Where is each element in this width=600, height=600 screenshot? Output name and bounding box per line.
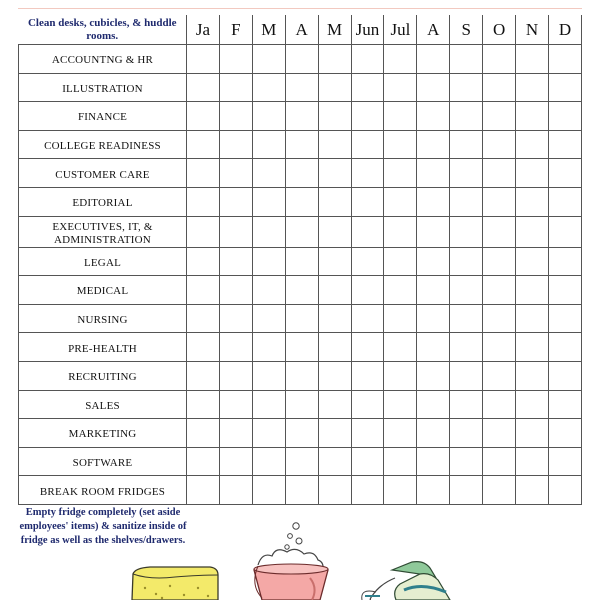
schedule-cell[interactable]	[483, 447, 516, 476]
schedule-cell[interactable]	[318, 476, 351, 505]
schedule-cell[interactable]	[417, 130, 450, 159]
schedule-cell[interactable]	[219, 476, 252, 505]
schedule-row	[19, 361, 582, 390]
schedule-cell[interactable]	[384, 447, 417, 476]
schedule-row	[19, 333, 582, 362]
schedule-cell[interactable]	[483, 102, 516, 131]
month-header: F	[219, 15, 252, 45]
schedule-cell[interactable]	[483, 476, 516, 505]
schedule-cell[interactable]	[483, 247, 516, 276]
schedule-row	[19, 45, 582, 74]
schedule-cell[interactable]	[384, 130, 417, 159]
schedule-cell[interactable]	[450, 102, 483, 131]
schedule-cell[interactable]	[252, 247, 285, 276]
schedule-cell[interactable]	[516, 45, 549, 74]
schedule-cell[interactable]	[548, 361, 581, 390]
schedule-cell[interactable]	[187, 73, 220, 102]
schedule-cell[interactable]	[450, 247, 483, 276]
department-label: ACCOUNTNG & HR	[19, 45, 187, 74]
schedule-cell[interactable]	[483, 390, 516, 419]
schedule-cell[interactable]	[285, 73, 318, 102]
schedule-cell[interactable]	[252, 216, 285, 247]
schedule-cell[interactable]	[516, 304, 549, 333]
schedule-cell[interactable]	[384, 159, 417, 188]
schedule-cell[interactable]	[285, 304, 318, 333]
schedule-cell[interactable]	[187, 102, 220, 131]
schedule-cell[interactable]	[351, 216, 384, 247]
department-label: LEGAL	[19, 247, 187, 276]
schedule-cell[interactable]	[384, 419, 417, 448]
bucket-icon	[254, 523, 328, 600]
schedule-cell[interactable]	[483, 216, 516, 247]
schedule-cell[interactable]	[548, 304, 581, 333]
schedule-cell[interactable]	[285, 419, 318, 448]
month-header: A	[417, 15, 450, 45]
schedule-cell[interactable]	[516, 216, 549, 247]
schedule-cell[interactable]	[285, 187, 318, 216]
schedule-cell[interactable]	[285, 247, 318, 276]
schedule-cell[interactable]	[516, 419, 549, 448]
department-label: MARKETING	[19, 419, 187, 448]
schedule-cell[interactable]	[417, 304, 450, 333]
schedule-cell[interactable]	[187, 419, 220, 448]
department-label: PRE-HEALTH	[19, 333, 187, 362]
schedule-cell[interactable]	[384, 390, 417, 419]
schedule-cell[interactable]	[252, 276, 285, 305]
schedule-cell[interactable]	[318, 216, 351, 247]
schedule-cell[interactable]	[384, 187, 417, 216]
schedule-cell[interactable]	[450, 187, 483, 216]
month-header: A	[285, 15, 318, 45]
schedule-cell[interactable]	[450, 361, 483, 390]
schedule-cell[interactable]	[252, 419, 285, 448]
schedule-cell[interactable]	[548, 73, 581, 102]
schedule-cell[interactable]	[516, 333, 549, 362]
schedule-cell[interactable]	[219, 45, 252, 74]
schedule-cell[interactable]	[384, 216, 417, 247]
schedule-row	[19, 276, 582, 305]
schedule-cell[interactable]	[417, 333, 450, 362]
schedule-cell[interactable]	[219, 304, 252, 333]
schedule-cell[interactable]	[450, 130, 483, 159]
schedule-cell[interactable]	[252, 304, 285, 333]
spray-bottle-icon	[362, 562, 450, 600]
schedule-cell[interactable]	[417, 361, 450, 390]
schedule-cell[interactable]	[252, 102, 285, 131]
schedule-cell[interactable]	[219, 73, 252, 102]
schedule-cell[interactable]	[187, 333, 220, 362]
schedule-cell[interactable]	[483, 45, 516, 74]
schedule-cell[interactable]	[417, 419, 450, 448]
schedule-cell[interactable]	[384, 45, 417, 74]
schedule-cell[interactable]	[285, 130, 318, 159]
schedule-row	[19, 390, 582, 419]
schedule-cell[interactable]	[187, 45, 220, 74]
schedule-cell[interactable]	[187, 361, 220, 390]
schedule-cell[interactable]	[450, 216, 483, 247]
schedule-cell[interactable]	[187, 447, 220, 476]
schedule-cell[interactable]	[450, 447, 483, 476]
schedule-cell[interactable]	[318, 159, 351, 188]
schedule-cell[interactable]	[285, 102, 318, 131]
schedule-row	[19, 419, 582, 448]
schedule-cell[interactable]	[450, 476, 483, 505]
schedule-cell[interactable]	[548, 390, 581, 419]
schedule-cell[interactable]	[252, 73, 285, 102]
schedule-cell[interactable]	[219, 159, 252, 188]
department-label: MEDICAL	[19, 276, 187, 305]
schedule-cell[interactable]	[384, 304, 417, 333]
schedule-row	[19, 130, 582, 159]
schedule-cell[interactable]	[516, 102, 549, 131]
schedule-cell[interactable]	[351, 159, 384, 188]
schedule-cell[interactable]	[548, 102, 581, 131]
schedule-cell[interactable]	[285, 476, 318, 505]
schedule-cell[interactable]	[548, 476, 581, 505]
schedule-cell[interactable]	[417, 187, 450, 216]
schedule-cell[interactable]	[450, 419, 483, 448]
schedule-cell[interactable]	[483, 333, 516, 362]
schedule-cell[interactable]	[252, 390, 285, 419]
schedule-cell[interactable]	[516, 73, 549, 102]
schedule-cell[interactable]	[252, 476, 285, 505]
schedule-cell[interactable]	[384, 333, 417, 362]
department-label: NURSING	[19, 304, 187, 333]
schedule-cell[interactable]	[219, 447, 252, 476]
schedule-cell[interactable]	[516, 187, 549, 216]
schedule-cell[interactable]	[351, 187, 384, 216]
department-label: RECRUITING	[19, 361, 187, 390]
schedule-cell[interactable]	[384, 476, 417, 505]
schedule-cell[interactable]	[351, 130, 384, 159]
schedule-cell[interactable]	[351, 476, 384, 505]
schedule-cell[interactable]	[318, 102, 351, 131]
schedule-cell[interactable]	[285, 216, 318, 247]
schedule-cell[interactable]	[187, 390, 220, 419]
corner-label: Clean desks, cubicles, & huddle rooms.	[19, 15, 187, 45]
schedule-cell[interactable]	[483, 361, 516, 390]
schedule-cell[interactable]	[219, 102, 252, 131]
schedule-cell[interactable]	[351, 333, 384, 362]
schedule-cell[interactable]	[219, 361, 252, 390]
schedule-cell[interactable]	[417, 216, 450, 247]
department-label: BREAK ROOM FRIDGES	[19, 476, 187, 505]
schedule-cell[interactable]	[219, 390, 252, 419]
schedule-cell[interactable]	[351, 102, 384, 131]
sponge-icon	[132, 567, 218, 600]
schedule-cell[interactable]	[516, 447, 549, 476]
schedule-row	[19, 159, 582, 188]
schedule-cell[interactable]	[351, 419, 384, 448]
schedule-cell[interactable]	[516, 247, 549, 276]
schedule-cell[interactable]	[187, 187, 220, 216]
schedule-cell[interactable]	[285, 159, 318, 188]
schedule-cell[interactable]	[351, 276, 384, 305]
schedule-cell[interactable]	[219, 276, 252, 305]
schedule-cell[interactable]	[516, 130, 549, 159]
month-header: M	[318, 15, 351, 45]
schedule-cell[interactable]	[351, 361, 384, 390]
schedule-cell[interactable]	[483, 130, 516, 159]
department-label: ILLUSTRATION	[19, 73, 187, 102]
department-label: SOFTWARE	[19, 447, 187, 476]
schedule-cell[interactable]	[417, 159, 450, 188]
schedule-cell[interactable]	[219, 187, 252, 216]
month-header: O	[483, 15, 516, 45]
month-header: S	[450, 15, 483, 45]
schedule-row	[19, 304, 582, 333]
schedule-row	[19, 476, 582, 505]
schedule-cell[interactable]	[483, 276, 516, 305]
schedule-cell[interactable]	[516, 476, 549, 505]
department-label: CUSTOMER CARE	[19, 159, 187, 188]
schedule-cell[interactable]	[351, 73, 384, 102]
schedule-cell[interactable]	[318, 361, 351, 390]
schedule-cell[interactable]	[516, 276, 549, 305]
department-label: EXECUTIVES, IT, & ADMINISTRATION	[19, 216, 187, 247]
schedule-cell[interactable]	[219, 216, 252, 247]
schedule-cell[interactable]	[285, 390, 318, 419]
schedule-cell[interactable]	[384, 276, 417, 305]
schedule-cell[interactable]	[384, 73, 417, 102]
schedule-cell[interactable]	[187, 476, 220, 505]
schedule-cell[interactable]	[252, 187, 285, 216]
schedule-row	[19, 216, 582, 247]
schedule-cell[interactable]	[318, 333, 351, 362]
schedule-cell[interactable]	[483, 73, 516, 102]
schedule-cell[interactable]	[252, 130, 285, 159]
schedule-cell[interactable]	[187, 130, 220, 159]
schedule-cell[interactable]	[417, 476, 450, 505]
schedule-cell[interactable]	[219, 247, 252, 276]
schedule-cell[interactable]	[351, 447, 384, 476]
schedule-cell[interactable]	[252, 361, 285, 390]
schedule-cell[interactable]	[318, 390, 351, 419]
schedule-cell[interactable]	[548, 159, 581, 188]
department-label: SALES	[19, 390, 187, 419]
month-header: D	[548, 15, 581, 45]
schedule-row	[19, 187, 582, 216]
schedule-cell[interactable]	[450, 304, 483, 333]
schedule-cell[interactable]	[187, 276, 220, 305]
schedule-cell[interactable]	[219, 333, 252, 362]
schedule-cell[interactable]	[548, 187, 581, 216]
schedule-cell[interactable]	[548, 276, 581, 305]
schedule-cell[interactable]	[318, 187, 351, 216]
cleaning-schedule-table	[18, 15, 582, 505]
month-header-row	[19, 15, 582, 45]
schedule-cell[interactable]	[384, 247, 417, 276]
schedule-cell[interactable]	[450, 73, 483, 102]
schedule-cell[interactable]	[219, 419, 252, 448]
schedule-cell[interactable]	[516, 159, 549, 188]
schedule-cell[interactable]	[450, 159, 483, 188]
schedule-cell[interactable]	[483, 159, 516, 188]
schedule-cell[interactable]	[548, 333, 581, 362]
schedule-cell[interactable]	[252, 159, 285, 188]
month-header: N	[516, 15, 549, 45]
schedule-row	[19, 247, 582, 276]
schedule-cell[interactable]	[483, 419, 516, 448]
schedule-cell[interactable]	[417, 390, 450, 419]
schedule-cell[interactable]	[417, 276, 450, 305]
schedule-cell[interactable]	[285, 333, 318, 362]
schedule-cell[interactable]	[417, 247, 450, 276]
schedule-cell[interactable]	[450, 390, 483, 419]
department-label: FINANCE	[19, 102, 187, 131]
schedule-cell[interactable]	[417, 45, 450, 74]
schedule-cell[interactable]	[548, 130, 581, 159]
schedule-cell[interactable]	[417, 73, 450, 102]
schedule-cell[interactable]	[483, 187, 516, 216]
schedule-cell[interactable]	[351, 45, 384, 74]
schedule-cell[interactable]	[318, 45, 351, 74]
schedule-cell[interactable]	[450, 333, 483, 362]
schedule-cell[interactable]	[285, 45, 318, 74]
schedule-cell[interactable]	[187, 216, 220, 247]
schedule-cell[interactable]	[516, 390, 549, 419]
schedule-cell[interactable]	[285, 447, 318, 476]
schedule-cell[interactable]	[318, 419, 351, 448]
schedule-cell[interactable]	[351, 304, 384, 333]
schedule-cell[interactable]	[318, 276, 351, 305]
schedule-cell[interactable]	[384, 361, 417, 390]
schedule-cell[interactable]	[252, 447, 285, 476]
fridge-instructions: Empty fridge completely (set aside employees' items) & sanitize inside of fridge as well as the shelves/drawers.	[19, 507, 187, 546]
month-header: Jun	[351, 15, 384, 45]
schedule-cell[interactable]	[450, 276, 483, 305]
schedule-cell[interactable]	[548, 419, 581, 448]
schedule-cell[interactable]	[548, 247, 581, 276]
month-header: Ja	[187, 15, 220, 45]
schedule-row	[19, 447, 582, 476]
schedule-cell[interactable]	[548, 45, 581, 74]
schedule-cell[interactable]	[450, 45, 483, 74]
schedule-cell[interactable]	[318, 304, 351, 333]
schedule-cell[interactable]	[252, 333, 285, 362]
schedule-cell[interactable]	[384, 102, 417, 131]
schedule-body	[19, 45, 582, 505]
schedule-cell[interactable]	[417, 102, 450, 131]
schedule-cell[interactable]	[187, 247, 220, 276]
schedule-cell[interactable]	[351, 247, 384, 276]
department-label: COLLEGE READINESS	[19, 130, 187, 159]
schedule-cell[interactable]	[252, 45, 285, 74]
schedule-cell[interactable]	[285, 276, 318, 305]
schedule-cell[interactable]	[187, 304, 220, 333]
schedule-cell[interactable]	[219, 130, 252, 159]
schedule-row	[19, 73, 582, 102]
schedule-cell[interactable]	[483, 304, 516, 333]
schedule-cell[interactable]	[351, 390, 384, 419]
month-header: M	[252, 15, 285, 45]
schedule-cell[interactable]	[318, 447, 351, 476]
schedule-cell[interactable]	[318, 247, 351, 276]
schedule-cell[interactable]	[548, 216, 581, 247]
top-rule	[18, 8, 582, 9]
month-header: Jul	[384, 15, 417, 45]
schedule-cell[interactable]	[516, 361, 549, 390]
schedule-cell[interactable]	[318, 130, 351, 159]
schedule-cell[interactable]	[187, 159, 220, 188]
schedule-cell[interactable]	[285, 361, 318, 390]
schedule-cell[interactable]	[318, 73, 351, 102]
department-label: EDITORIAL	[19, 187, 187, 216]
schedule-row	[19, 102, 582, 131]
schedule-cell[interactable]	[548, 447, 581, 476]
schedule-cell[interactable]	[417, 447, 450, 476]
